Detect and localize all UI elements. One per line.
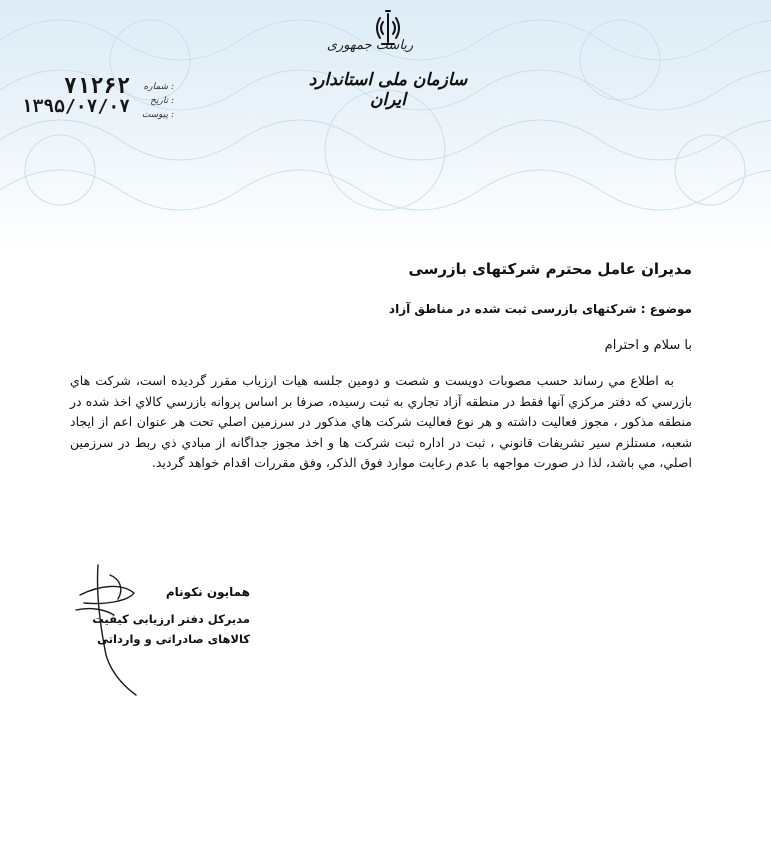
meta-labels (134, 80, 174, 122)
signature-text (80, 585, 250, 649)
letter-number: ۷۱۲۶۲ (63, 74, 130, 99)
letter-meta (12, 74, 172, 134)
attachment-label: پیوست : (141, 110, 174, 120)
letter-content (70, 260, 692, 474)
signer-title-line2: کالاهای صادراتی و وارداتی (97, 632, 250, 646)
date-label: تاریخ : (150, 96, 174, 106)
letter-date: ۱۳۹۵/۰۷/۰۷ (21, 96, 130, 117)
addressee: مدیران عامل محترم شرکتهای بازرسی (408, 260, 692, 278)
letter-body: به اطلاع مي رساند حسب مصوبات دويست و شصت و دومين جلسه هيات ارزياب مقرر گرديده است، شركت هاي بازرسي كه دفتر مركزي آنها فقط در منطقه آزاد تجاري به ثبت رسيده، صرفا بر اساس پروانه بازرسي كالاي اخذ شده در منطقه مذكور ، مجوز فعاليت داشته و هر نوع فعاليت شركت هاي مذكور در سرزمين اصلي تحت هر عنوان اعم از ايجاد شعبه، مستلزم سير تشريفات قانوني ، ثبت در اداره ثبت شركت ها و اخذ مجوز جداگانه از مبادي ذي ربط در سرزمين اصلي، مي باشد، لذا در صورت مواجهه با عدم رعايت موارد فوق الذكر، وفق مقررات اقدام خواهد گرديد. (70, 373, 692, 470)
signature-block (70, 555, 250, 700)
greeting: با سلام و احترام (604, 338, 692, 353)
subject-line: موضوع : شرکتهای بازرسی ثبت شده در مناطق آزاد (388, 302, 692, 316)
signer-name: همایون نکونام (165, 585, 250, 599)
presidency-label: ریاست جمهوری (326, 38, 414, 53)
number-label: شماره : (143, 82, 174, 92)
signer-title-line1: مدیرکل دفتر ارزیابی کیفیت (92, 612, 250, 626)
organization-name: سازمان ملی استاندارد ایران (308, 70, 468, 110)
